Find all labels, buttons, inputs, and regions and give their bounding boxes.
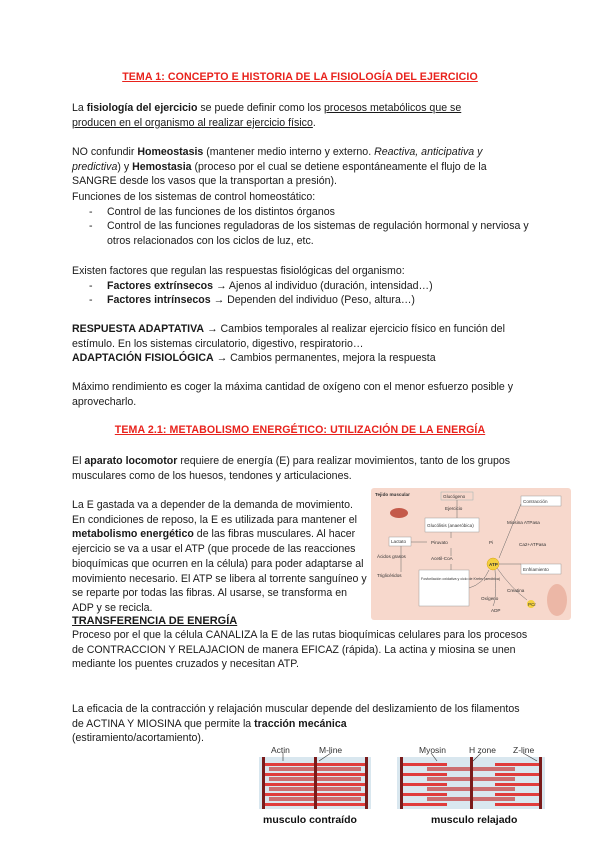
z-line <box>539 757 542 809</box>
topic2-title: TEMA 2.1: METABOLISMO ENERGÉTICO: UTILIZACIÓN DE LA ENERGÍA <box>114 424 486 436</box>
z-line <box>400 757 403 809</box>
muscle-icon <box>390 508 408 518</box>
adaptation-paragraph <box>72 351 532 366</box>
factors-list <box>72 279 532 308</box>
list-item: - Control de las funciones de los distintos órganos <box>72 205 532 220</box>
term-bold: Factores intrínsecos <box>107 294 211 307</box>
definition-paragraph <box>72 101 532 130</box>
node-label: Lactato <box>391 539 407 544</box>
term-bold: RESPUESTA ADAPTATIVA <box>72 323 205 335</box>
h-zone-label: H zone <box>469 745 496 755</box>
italic-text: Reactiva, anticipativa y predictiva <box>72 146 483 173</box>
text: . <box>312 116 316 129</box>
text: → Cambios permanentes, mejora la respuesta <box>213 352 436 364</box>
text: → Ajenos al individuo (duración, intensidad…) <box>213 279 433 292</box>
contracted-filaments <box>259 753 371 813</box>
node-label: Oxígeno <box>481 596 499 601</box>
sarcomere-relaxed <box>395 743 545 848</box>
functions-block <box>72 190 532 249</box>
traction-paragraph <box>72 702 532 746</box>
metabolism-figure <box>371 488 571 620</box>
node-label: Ca2+ATPasa <box>519 542 547 547</box>
node-label: PCr <box>528 602 536 607</box>
response-paragraph <box>72 322 532 351</box>
text: (mantener medio interno y externo. <box>203 146 375 158</box>
term-bold: Factores extrínsecos <box>107 279 213 292</box>
underlined-text: procesos metabólicos que se <box>324 102 462 114</box>
transfer-heading: TRANSFERENCIA DE ENERGÍA <box>72 615 238 627</box>
term-bold: Hemostasia <box>132 160 192 173</box>
underlined-text: producen en el organismo al realizar ejercicio físico <box>72 116 313 129</box>
text: de las fibras musculares. Al hacer ejercicio se va a usar el ATP (que procede de las reacciones bioquímicas que ocurren en la célula) para poder adaptarse al movimiento necesario. El ATP se libera al torrente sanguíneo y se reparte por todas las fibras. Al usarse, se transforma en ADP y se recicla. <box>72 528 367 614</box>
text: (proceso por el cual se detiene espontáneamente el flujo de la SANGRE desde los vasos que la transportan a presión). <box>72 160 487 188</box>
node-label: Ácidos grasos <box>377 554 406 559</box>
term-bold: aparato locomotor <box>84 455 178 467</box>
node-label: ATP <box>489 562 498 567</box>
node-label: Piruvato <box>431 540 448 545</box>
figure-header: Tejido muscular <box>375 492 410 497</box>
text: → Cambios temporales al realizar ejercicio físico en función del estímulo. En los sistemas circulatorio, digestivo, respiratorio… <box>72 323 505 350</box>
metabolism-diagram <box>371 488 571 620</box>
text: → Dependen del individuo (Peso, altura…) <box>210 294 415 307</box>
text: requiere de energía (E) para realizar movimientos, tanto de los grupos musculares como de los huesos, tendones y articulaciones. <box>72 455 511 482</box>
functions-heading: Funciones de los sistemas de control homeostático: <box>72 191 316 203</box>
node-label: Ejercicio <box>445 506 463 511</box>
text: La <box>72 102 87 114</box>
caption-contracted: musculo contraído <box>263 814 357 826</box>
z-line <box>365 757 368 809</box>
factors-heading: Existen factores que regulan las respuestas fisiológicas del organismo: <box>72 265 405 277</box>
node-label: ADP <box>491 608 501 613</box>
topic1-title: TEMA 1: CONCEPTO E HISTORIA DE LA FISIOLOGÍA DEL EJERCICIO <box>122 71 478 83</box>
node-label: Miosina ATPasa <box>507 520 540 525</box>
node-label: Triglicéridos <box>377 573 402 578</box>
body-silhouette-icon <box>547 584 567 616</box>
term-bold: ADAPTACIÓN FISIOLÓGICA <box>72 352 214 364</box>
list-item <box>72 279 532 294</box>
term-bold: tracción mecánica <box>254 717 347 730</box>
m-line <box>314 757 317 809</box>
myosin-label: Myosin <box>419 745 446 755</box>
actin-label: Actin <box>271 745 290 755</box>
energy-paragraph <box>72 498 368 616</box>
z-line <box>262 757 265 809</box>
caption-relaxed: musculo relajado <box>431 814 518 826</box>
transfer-paragraph: Proceso por el que la célula CANALIZA la E de las rutas bioquímicas celulares para los procesos de CONTRACCION Y RELAJACION de manera EFICAZ (rápida). La actina y miosina se unen mediante los puentes cruzados y necesitan ATP. <box>72 629 528 671</box>
text: La E gastada va a depender de la demanda de movimiento. En condiciones de reposo, la E es utilizada para mantener el <box>72 499 358 526</box>
node-label: Creatina <box>507 588 525 593</box>
factors-block <box>72 264 532 308</box>
list-item <box>72 293 532 308</box>
list-item: - Control de las funciones reguladoras de los sistemas de regulación hormonal y nerviosa y otros relacionados con los ciclos de luz, etc. <box>72 219 532 248</box>
max-performance-paragraph: Máximo rendimiento es coger la máxima cantidad de oxígeno con el menor esfuerzo posible y aprovecharlo. <box>72 381 514 408</box>
term-bold: fisiología del ejercicio <box>86 102 198 114</box>
text: El <box>72 455 85 467</box>
text: La eficacia de la contracción y relajación muscular depende del deslizamiento de los filamentos de ACTINA Y MIOSINA que permite la <box>72 703 520 730</box>
term-bold: metabolismo energético <box>72 528 194 541</box>
m-line <box>470 757 473 809</box>
homeostasis-paragraph <box>72 145 532 189</box>
node-label: Contracción <box>523 499 548 504</box>
sarcomere-contracted <box>253 743 369 848</box>
z-line-label: Z-line <box>513 745 535 755</box>
functions-list <box>72 205 532 249</box>
m-line-label: M-line <box>319 745 343 755</box>
text: NO confundir <box>72 146 138 158</box>
text: (estiramiento/acortamiento). <box>72 732 204 745</box>
node-label: Enfriamiento <box>523 567 549 572</box>
text: ) y <box>117 160 133 173</box>
node-label: Glucógeno <box>443 494 466 499</box>
term-bold: Homeostasis <box>137 146 204 158</box>
node-label: Acetil-CoA <box>431 556 453 561</box>
text: se puede definir como los <box>197 102 325 114</box>
locomotor-paragraph <box>72 454 532 483</box>
relaxed-filaments <box>397 753 545 813</box>
node-label: Pi <box>489 540 494 545</box>
node-label: Fosforilación oxidativa y ciclo de Krebs (aeróbica) <box>421 577 501 581</box>
node-label: Glucólisis (anaeróbica) <box>427 523 474 528</box>
